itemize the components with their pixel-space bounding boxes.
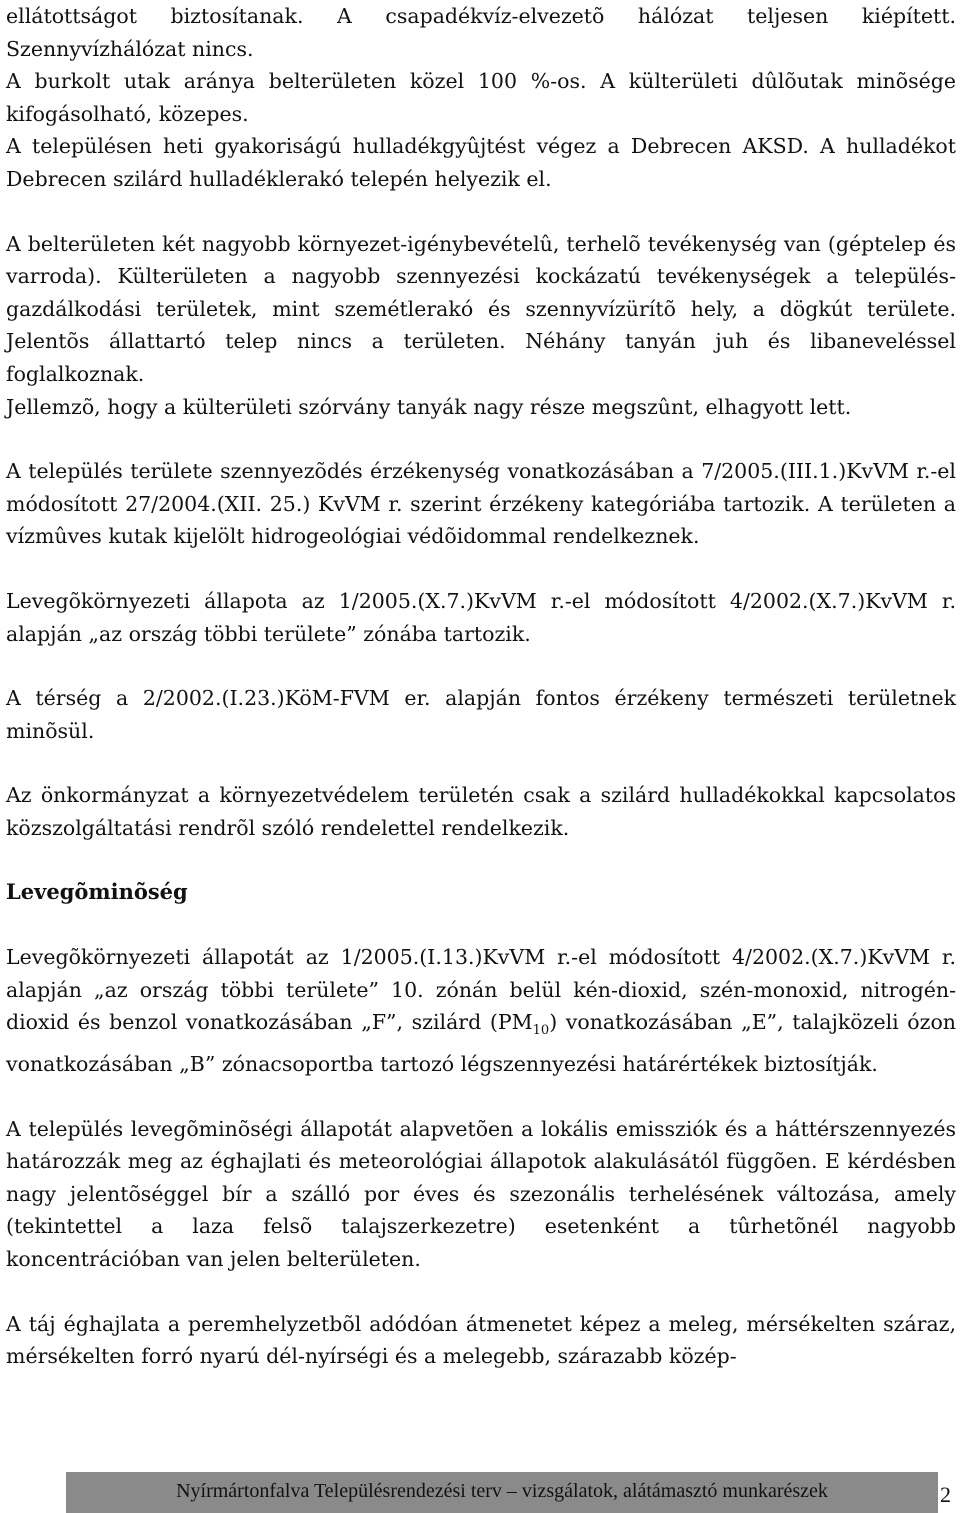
document-page: [6, 0, 956, 1373]
paragraph-air-quality: A település levegõminõségi állapotát alapvetõen a lokális emissziók és a háttérszennyezés határozzák meg az éghajlati és meteorológiai állapotok alakulásától függõen. E kérdésben nagy jelentõséggel bír a szálló por éves és szezonális terhelésének változása, amely (tekintettel a laza felsõ talajszerkezetre) esetenként a tûrhetõnél nagyobb koncentrációban van jelen belterületen.: [6, 1116, 956, 1271]
paragraph-nature-area: A térség a 2/2002.(I.23.)KöM-FVM er. alapján fontos érzékeny természeti területnek minõsül.: [6, 686, 956, 743]
paragraph-municipality: Az önkormányzat a környezetvédelem területén csak a szilárd hulladékokkal kapcsolatos közszolgáltatási rendrõl szóló rendelettel rendelkezik.: [6, 783, 956, 840]
pm-subscript: 10: [532, 1023, 550, 1039]
section-heading: Levegõminõség: [6, 879, 188, 905]
paragraph-air-limits: [6, 941, 956, 1080]
paragraph-climate: A táj éghajlata a peremhelyzetbõl adódóan átmenetet képez a meleg, mérsékelten száraz, mérsékelten forró nyarú dél-nyírségi és a melegebb, szárazabb közép-: [6, 1311, 956, 1369]
paragraph-air-zone: Levegõkörnyezeti állapota az 1/2005.(X.7.)KvVM r.-el módosított 4/2002.(X.7.)KvVM r. alapján „az ország többi területe” zónába tartozik.: [6, 588, 956, 646]
page-footer: [66, 1472, 938, 1513]
paragraph-utilities: ellátottságot biztosítanak. A csapadékvíz-elvezetõ hálózat teljesen kiépített. Szennyvízhálózat nincs. A burkolt utak aránya belterületen közel 100 %-os. A külterületi dûlõutak minõsége kifogásolható, közepes. A településen heti gyakoriságú hulladékgyûjtést végez a Debrecen AKSD. A hulladékot Debrecen szilárd hulladéklerakó telepén helyezik el.: [6, 4, 956, 191]
paragraph-activities: A belterületen két nagyobb környezet-igénybevételû, terhelõ tevékenység van (géptelep és varroda). Külterületen a nagyobb szennyezési kockázatú tevékenységek a település-gazdálkodási területek, mint szemétlerakó és szennyvízürítõ hely, a dögkút területe. Jelentõs állattartó telep nincs a területen. Néhány tanyán juh és libaneveléssel foglalkoznak. Jellemzõ, hogy a külterületi szórvány tanyák nagy része megszûnt, elhagyott lett.: [6, 231, 956, 419]
footer-title: Nyírmártonfalva Településrendezési terv – vizsgálatok, alátámasztó munkarészek: [176, 1480, 828, 1502]
page-number: 2: [940, 1482, 951, 1507]
paragraph-sensitivity: A település területe szennyezõdés érzékenység vonatkozásában a 7/2005.(III.1.)KvVM r.-el módosított 27/2004.(XII. 25.) KvVM r. szerint érzékeny kategóriába tartozik. A területen a vízmûves kutak kijelölt hidrogeológiai védõidommal rendelkeznek.: [6, 459, 956, 549]
air-limits-text-a: Levegõkörnyezeti állapotát az 1/2005.(I.13.)KvVM r.-el módosított 4/2002.(X.7.)KvVM r. alapján „az ország többi területe” 10. zónán belül kén-dioxid, szén-monoxid, nitrogén-dioxid és benzol vonatkozásában „F”, szilárd (PM: [6, 945, 956, 1035]
air-limits-text-b: ) vonatkozásában „E”, talajközeli ózon vonatkozásában „B” zónacsoportba tartozó légszennyezési határértékek biztosítják.: [6, 1010, 956, 1076]
